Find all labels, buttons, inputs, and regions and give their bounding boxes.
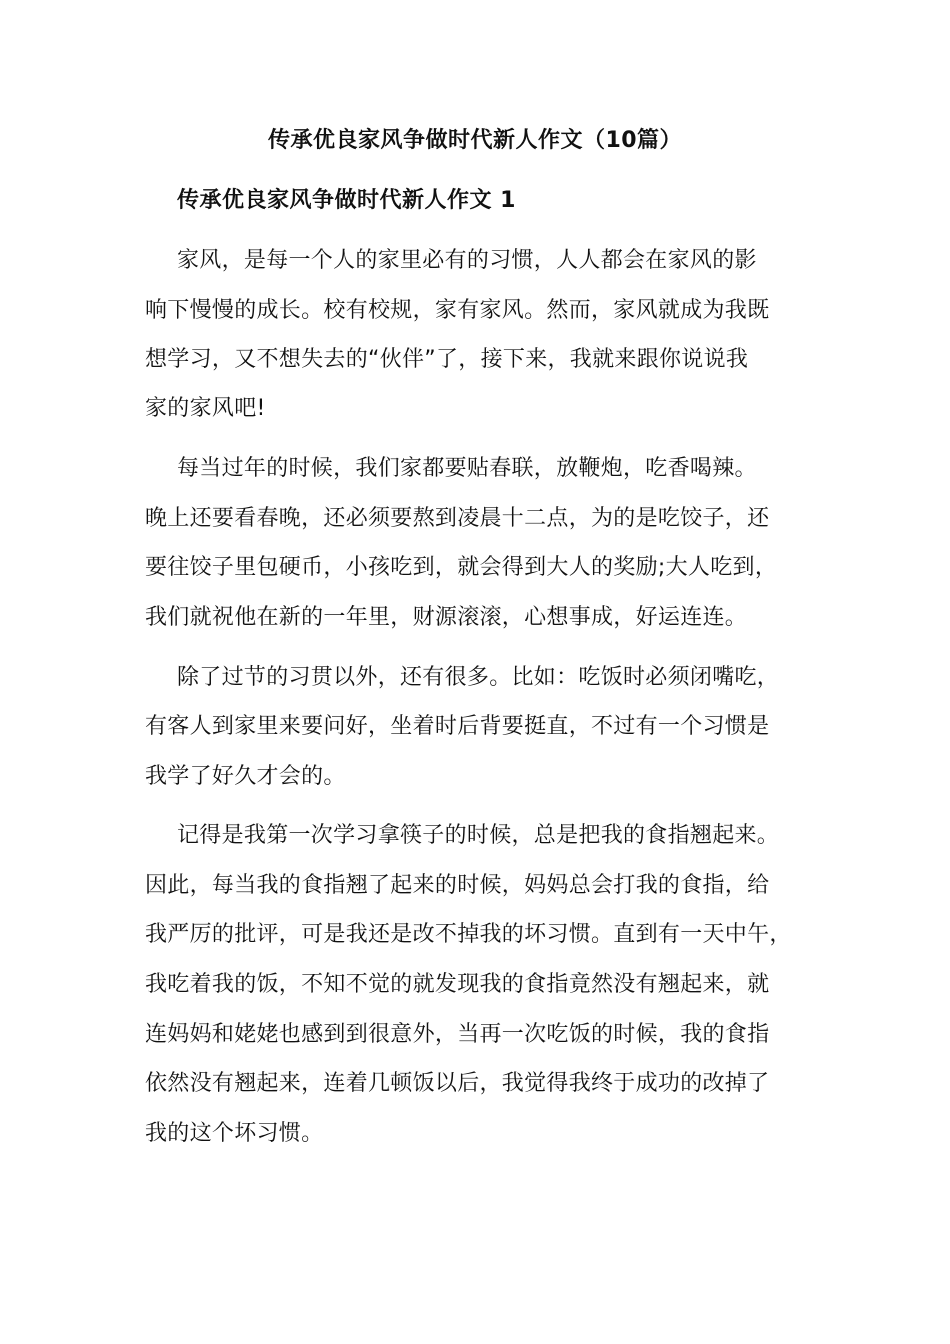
paragraph-3-line-3: 我学了好久才会的。 [145, 764, 346, 789]
paragraph-3-line-1: 除了过节的习贯以外，还有很多。比如：吃饭时必须闭嘴吃， [177, 665, 780, 690]
paragraph-4-line-2: 因此，每当我的食指翘了起来的时候，妈妈总会打我的食指，给 [145, 873, 770, 898]
paragraph-4-line-6: 依然没有翘起来，连着几顿饭以后，我觉得我终于成功的改掉了 [145, 1071, 770, 1096]
paragraph-4-line-1: 记得是我第一次学习拿筷子的时候，总是把我的食指翘起来。 [177, 823, 780, 848]
paragraph-4-line-4: 我吃着我的饭，不知不觉的就发现我的食指竟然没有翘起来，就 [145, 972, 770, 997]
paragraph-1-line-4: 家的家风吧! [145, 396, 266, 421]
document-title: 传承优良家风争做时代新人作文（10篇） [267, 128, 683, 153]
paragraph-4-line-5: 连妈妈和姥姥也感到到很意外，当再一次吃饭的时候，我的食指 [145, 1022, 770, 1047]
paragraph-1-line-3: 想学习，又不想失去的“伙伴”了，接下来，我就来跟你说说我 [145, 347, 749, 372]
paragraph-2-line-4: 我们就祝他在新的一年里，财源滚滚，心想事成，好运连连。 [145, 605, 748, 630]
paragraph-3-line-2: 有客人到家里来要问好，坐着时后背要挺直，不过有一个习惯是 [145, 714, 770, 739]
section-heading: 传承优良家风争做时代新人作文 1 [177, 188, 516, 213]
paragraph-4-line-7: 我的这个坏习惯。 [145, 1121, 324, 1146]
paragraph-2-line-2: 晚上还要看春晚，还必须要熬到凌晨十二点，为的是吃饺子，还 [145, 506, 770, 531]
paragraph-4-line-3: 我严厉的批评，可是我还是改不掉我的坏习惯。直到有一天中午， [145, 922, 792, 947]
paragraph-2-line-3: 要往饺子里包硬币，小孩吃到，就会得到大人的奖励;大人吃到， [145, 555, 778, 580]
paragraph-1-line-1: 家风，是每一个人的家里必有的习惯，人人都会在家风的影 [177, 248, 757, 273]
paragraph-1-line-2: 响下慢慢的成长。校有校规，家有家风。然而，家风就成为我既 [145, 298, 770, 323]
paragraph-2-line-1: 每当过年的时候，我们家都要贴春联，放鞭炮，吃香喝辣。 [177, 456, 757, 481]
